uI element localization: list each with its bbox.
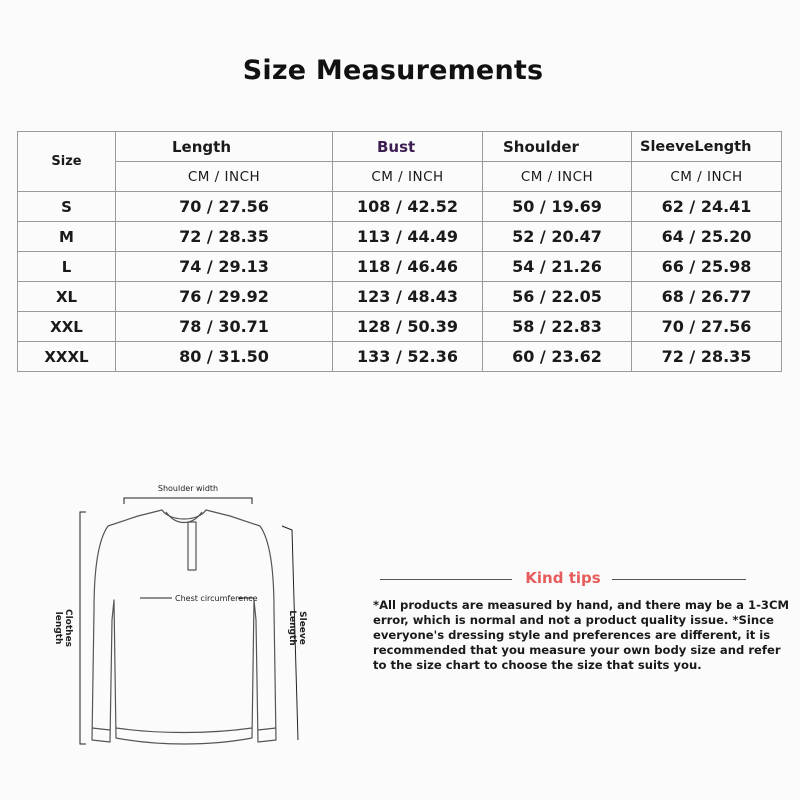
size-cell: XXXL: [18, 342, 116, 372]
size-cell: M: [18, 222, 116, 252]
kind-tips-text: *All products are measured by hand, and there may be a 1-3CM error, which is normal and not a product quality issue. *Since everyone's dressing style and preferences are different, it is recommended that you measure your own body size and refer to the size chart to choose the size that suits you.: [373, 598, 790, 672]
bust-unit: CM / INCH: [333, 162, 483, 192]
bust-cell: 118 / 46.46: [333, 252, 483, 282]
shoulder-cell: 52 / 20.47: [483, 222, 632, 252]
sleeve-cell: 66 / 25.98: [632, 252, 782, 282]
size-cell: L: [18, 252, 116, 282]
shoulder-cell: 50 / 19.69: [483, 192, 632, 222]
length-cell: 70 / 27.56: [116, 192, 333, 222]
bust-cell: 108 / 42.52: [333, 192, 483, 222]
table-row: [18, 222, 782, 252]
sleeve-cell: 62 / 24.41: [632, 192, 782, 222]
shoulder-width-line: [124, 498, 252, 504]
table-row: [18, 282, 782, 312]
sleeve-length-label-line2: Length: [287, 610, 297, 646]
sleeve-column-header: SleeveLength: [632, 132, 782, 162]
bust-cell: 133 / 52.36: [333, 342, 483, 372]
clothes-length-label-line1: Clothes: [63, 608, 73, 648]
length-unit: CM / INCH: [116, 162, 333, 192]
table-row: [18, 192, 782, 222]
shoulder-cell: 60 / 23.62: [483, 342, 632, 372]
size-cell: XXL: [18, 312, 116, 342]
shirt-outline: [92, 510, 276, 744]
size-column-header: Size: [18, 132, 116, 192]
clothes-length-label-line2: length: [53, 611, 63, 645]
size-table: [17, 131, 782, 372]
length-cell: 72 / 28.35: [116, 222, 333, 252]
shoulder-unit: CM / INCH: [483, 162, 632, 192]
sleeve-unit: CM / INCH: [632, 162, 782, 192]
length-column-header: Length: [116, 132, 333, 162]
sleeve-cell: 68 / 26.77: [632, 282, 782, 312]
placket: [188, 522, 196, 570]
sleeve-cell: 72 / 28.35: [632, 342, 782, 372]
sleeve-length-label-line1: Sleeve: [297, 611, 307, 645]
sleeve-cell: 70 / 27.56: [632, 312, 782, 342]
bust-cell: 123 / 48.43: [333, 282, 483, 312]
length-cell: 76 / 29.92: [116, 282, 333, 312]
unit-row: [18, 162, 782, 192]
table-header-row: [18, 132, 782, 162]
shoulder-width-label: Shoulder width: [157, 484, 219, 493]
length-cell: 74 / 29.13: [116, 252, 333, 282]
page-title: Size Measurements: [242, 55, 544, 86]
shirt-measurement-diagram: [30, 470, 330, 770]
length-cell: 78 / 30.71: [116, 312, 333, 342]
size-cell: S: [18, 192, 116, 222]
kind-tips-header: [380, 568, 746, 592]
shoulder-cell: 54 / 21.26: [483, 252, 632, 282]
table-row: [18, 312, 782, 342]
bust-column-header: Bust: [333, 132, 483, 162]
sleeve-cell: 64 / 25.20: [632, 222, 782, 252]
size-cell: XL: [18, 282, 116, 312]
kind-tips-title: Kind tips: [525, 569, 601, 587]
shoulder-column-header: Shoulder: [483, 132, 632, 162]
length-cell: 80 / 31.50: [116, 342, 333, 372]
bust-cell: 113 / 44.49: [333, 222, 483, 252]
shoulder-cell: 56 / 22.05: [483, 282, 632, 312]
collar: [166, 512, 202, 523]
table-row: [18, 252, 782, 282]
shoulder-cell: 58 / 22.83: [483, 312, 632, 342]
table-row: [18, 342, 782, 372]
chest-circumference-label: Chest circumference: [175, 594, 258, 603]
clothes-length-line: [80, 512, 86, 744]
bust-cell: 128 / 50.39: [333, 312, 483, 342]
